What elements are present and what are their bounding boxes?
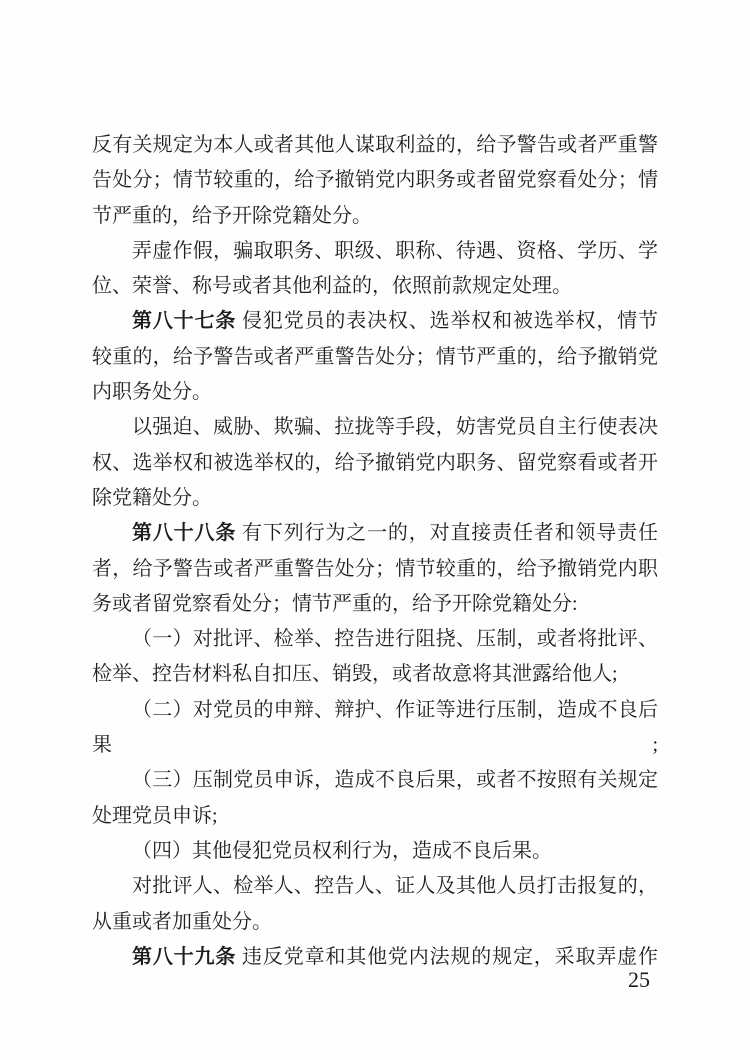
line-text: 对批评人、检举人、控告人、证人及其他人员打击报复的， [132,875,658,898]
line-text: 有下列行为之一的，对直接责任者和领导责任 [236,522,659,545]
line-text: 检举、控告材料私自扣压、销毁，或者故意将其泄露给他人; [92,663,618,686]
article-number: 第八十七条 [132,310,237,333]
line-text: 处理党员申诉; [92,804,218,827]
text-line [92,622,658,657]
text-line [92,410,658,445]
line-text: 内职务处分。 [92,381,212,404]
body-text [92,128,658,975]
text-line [92,905,658,940]
article-number: 第八十九条 [132,945,237,968]
text-line [92,163,658,198]
text-line [92,763,658,798]
line-text: 者，给予警告或者严重警告处分；情节较重的，给予撤销党内职 [92,557,658,580]
line-text: 告处分；情节较重的，给予撤销党内职务或者留党察看处分；情 [92,169,658,192]
text-line [92,304,658,339]
line-text: 侵犯党员的表决权、选举权和被选举权，情节 [236,310,659,333]
line-text: 违反党章和其他党内法规的规定，采取弄虚作 [236,945,659,968]
text-line [92,481,658,516]
line-text: 位、荣誉、称号或者其他利益的，依照前款规定处理。 [92,275,572,298]
text-line [92,552,658,587]
article-number: 第八十八条 [132,522,237,545]
text-line [92,446,658,481]
text-line [92,234,658,269]
text-line [92,587,658,622]
text-line [92,693,658,764]
line-text: （四）其他侵犯党员权利行为，造成不良后果。 [132,839,552,862]
text-line [92,375,658,410]
line-text: 较重的，给予警告或者严重警告处分；情节严重的，给予撤销党 [92,345,658,368]
line-text: 弄虚作假，骗取职务、职级、职称、待遇、资格、学历、学 [132,239,658,262]
line-text: 务或者留党察看处分；情节严重的，给予开除党籍处分: [92,592,578,615]
text-line [92,340,658,375]
text-line [92,834,658,869]
text-line [92,799,658,834]
text-line [92,516,658,551]
text-line [92,657,658,692]
line-text: （一）对批评、检举、控告进行阻挠、压制，或者将批评、 [132,628,658,651]
line-text: 从重或者加重处分。 [92,910,272,933]
text-line [92,869,658,904]
line-text: （三）压制党员申诉，造成不良后果，或者不按照有关规定 [132,769,658,792]
line-text: 节严重的，给予开除党籍处分。 [92,204,372,227]
text-line [92,269,658,304]
line-text: 权、选举权和被选举权的，给予撤销党内职务、留党察看或者开 [92,451,658,474]
text-line [92,940,658,975]
line-text: （二）对党员的申辩、辩护、作证等进行压制，造成不良后果; [92,698,658,757]
text-line [92,128,658,163]
line-text: 除党籍处分。 [92,486,212,509]
text-line [92,199,658,234]
page-number: 25 [628,967,650,992]
line-text: 以强迫、威胁、欺骗、拉拢等手段，妨害党员自主行使表决 [132,416,658,439]
line-text: 反有关规定为本人或者其他人谋取利益的，给予警告或者严重警 [92,134,658,156]
